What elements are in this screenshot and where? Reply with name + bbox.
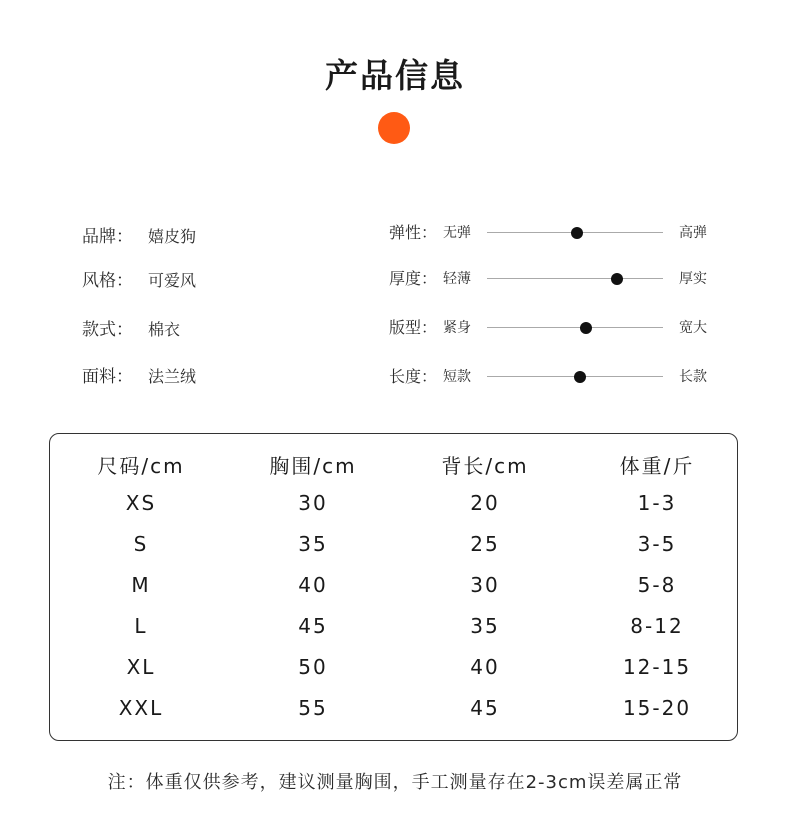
scale-track [487, 278, 663, 279]
cell-chest: 45 [298, 614, 328, 638]
cell-weight: 15-20 [622, 696, 692, 720]
cell-size: XS [125, 491, 157, 515]
info-row-brand [82, 222, 196, 247]
info-row-fabric [82, 362, 196, 387]
scale-low-label: 紧身 [443, 320, 471, 336]
scale-knob [574, 371, 586, 383]
scale-thickness [389, 266, 719, 290]
info-value: 嬉皮狗 [148, 227, 197, 246]
info-label: 品牌： [82, 227, 133, 247]
cell-back-length: 25 [470, 532, 500, 556]
scale-label: 厚度： [389, 269, 438, 288]
cell-weight: 3-5 [637, 532, 677, 556]
scale-elasticity [389, 220, 719, 244]
size-table-box [49, 433, 738, 741]
scale-high-label: 厚实 [679, 271, 707, 287]
scale-label: 版型： [389, 318, 438, 337]
info-value: 法兰绒 [148, 367, 197, 386]
size-table [50, 450, 737, 737]
cell-weight: 5-8 [637, 573, 677, 597]
scale-high-label: 高弹 [679, 225, 707, 241]
scale-label: 弹性： [389, 223, 438, 242]
cell-back-length: 40 [470, 655, 500, 679]
cell-chest: 55 [298, 696, 328, 720]
scale-knob [580, 322, 592, 334]
info-label: 风格： [82, 271, 133, 291]
cell-back-length: 30 [470, 573, 500, 597]
scale-low-label: 无弹 [443, 225, 471, 241]
cell-weight: 12-15 [622, 655, 692, 679]
cell-size: M [131, 573, 151, 597]
scale-track [487, 327, 663, 328]
scale-fit [389, 315, 719, 339]
accent-dot-icon [378, 112, 410, 144]
cell-size: S [133, 532, 149, 556]
info-value: 可爱风 [148, 271, 197, 290]
table-row [50, 573, 737, 614]
scale-high-label: 宽大 [679, 320, 707, 336]
page-title: 产品信息 [325, 56, 465, 95]
cell-size: L [134, 614, 148, 638]
info-label: 面料： [82, 367, 133, 387]
cell-chest: 40 [298, 573, 328, 597]
cell-chest: 30 [298, 491, 328, 515]
scale-label: 长度： [389, 367, 438, 386]
header-back-length: 背长/cm [441, 454, 529, 478]
cell-size: XL [126, 655, 156, 679]
cell-chest: 35 [298, 532, 328, 556]
cell-back-length: 20 [470, 491, 500, 515]
info-label: 款式： [82, 320, 133, 340]
scale-length [389, 364, 719, 388]
cell-weight: 1-3 [637, 491, 677, 515]
table-row [50, 655, 737, 696]
header-weight: 体重/斤 [619, 454, 695, 478]
scale-high-label: 长款 [679, 369, 707, 385]
scale-low-label: 短款 [443, 369, 471, 385]
table-row [50, 614, 737, 655]
cell-size: XXL [118, 696, 164, 720]
header-size: 尺码/cm [97, 454, 185, 478]
info-value: 棉衣 [148, 320, 181, 339]
scale-low-label: 轻薄 [443, 271, 471, 287]
info-row-type [82, 315, 180, 340]
table-row [50, 491, 737, 532]
cell-chest: 50 [298, 655, 328, 679]
size-table-header [50, 450, 737, 491]
scale-knob [611, 273, 623, 285]
measurement-note: 注：体重仅供参考，建议测量胸围，手工测量存在2-3cm误差属正常 [107, 772, 683, 793]
cell-back-length: 45 [470, 696, 500, 720]
cell-back-length: 35 [470, 614, 500, 638]
cell-weight: 8-12 [630, 614, 684, 638]
table-row [50, 696, 737, 737]
header-chest: 胸围/cm [269, 454, 357, 478]
scale-knob [571, 227, 583, 239]
info-row-style [82, 266, 196, 291]
table-row [50, 532, 737, 573]
